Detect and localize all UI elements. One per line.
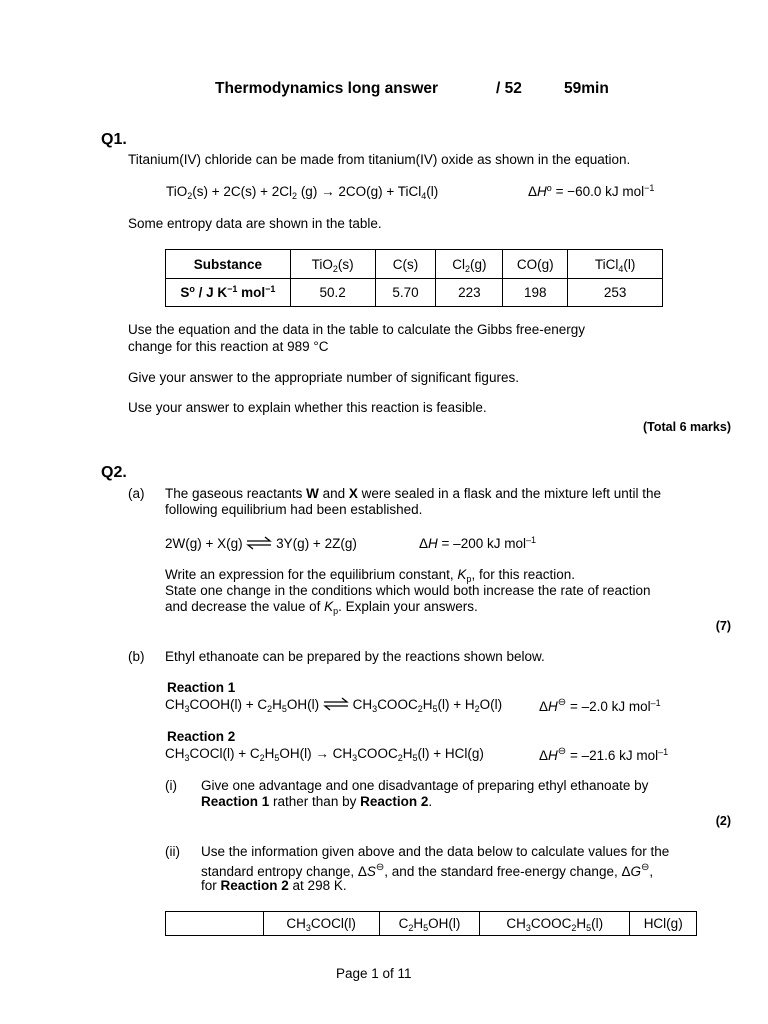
q2a-text1: Write an expression for the equilibrium constant, $K_p$, for this reaction.: [165, 567, 575, 584]
q2b-intro: Ethyl ethanoate can be prepared by the reactions shown below.: [165, 649, 545, 664]
reaction-1-equation: $CH_3COOH(l) + C_2H_5OH(l)$ $CH_3COOC_2H_5(l) + H_2O(l)$: [165, 697, 503, 714]
q2a-equation: 2W(g) + X(g) 3Y(g) + 2Z(g): [165, 536, 357, 551]
reaction-2-title: Reaction 2: [167, 729, 236, 744]
table-cell: 5.70: [375, 279, 436, 307]
q2b-i-line1: Give one advantage and one disadvantage of preparing ethyl ethanoate by: [201, 778, 649, 793]
question-1-label: Q1.: [101, 131, 127, 148]
q2a-line2: following equilibrium had been established.: [165, 502, 423, 517]
table-col-c2h5oh: $C_2H_5OH(l)$: [379, 912, 479, 936]
reaction-2-equation: $CH_3COCl(l) + C_2H_5OH(l)$ → $CH_3COOC_2H_5(l) + HCl(g)$: [165, 746, 484, 763]
table-col-tio2: TiO$_2$(s): [290, 250, 375, 279]
q2a-marks: (7): [715, 619, 731, 633]
q1-table-intro: Some entropy data are shown in the table.: [128, 216, 382, 231]
table-col-c: C(s): [375, 250, 436, 279]
reaction-1-title: Reaction 1: [167, 680, 236, 695]
q2b-ii-label: (ii): [165, 844, 180, 859]
total-marks: / 52: [496, 80, 522, 97]
table-cell: 198: [503, 279, 568, 307]
q2b-ii-line3: for Reaction 2 at 298 K.: [201, 878, 347, 893]
q2a-label: (a): [128, 486, 145, 501]
q1-intro: Titanium(IV) chloride can be made from titanium(IV) oxide as shown in the equation.: [128, 152, 631, 167]
equilibrium-arrow-icon: [246, 536, 272, 550]
q2b-label: (b): [128, 649, 145, 664]
q2a-enthalpy: ΔH = –200 kJ mol$^{-1}$: [419, 535, 536, 551]
q1-instruction-sigfigs: Give your answer to the appropriate number of significant figures.: [128, 370, 519, 385]
table-col-ch3cocl: $CH_3COCl(l)$: [263, 912, 379, 936]
q2b-i-label: (i): [165, 778, 177, 793]
page-number: Page 1 of 11: [336, 966, 412, 981]
table-cell: 50.2: [290, 279, 375, 307]
q1-instruction-feasible: Use your answer to explain whether this reaction is feasible.: [128, 400, 487, 415]
q2b-ii-line1: Use the information given above and the data below to calculate values for the: [201, 844, 670, 859]
q2b-i-marks: (2): [715, 814, 731, 828]
q1-instruction-line1: Use the equation and the data in the table to calculate the Gibbs free-energy: [128, 322, 586, 337]
q1-equation: $TiO_2(s) + 2C(s) + 2Cl_2$ (g) → 2CO(g) + TiCl$_4$(l): [166, 184, 439, 201]
table-row-label-entropy: $S^o$ / J $K^{-1}$ mol$^{-1}$: [166, 279, 291, 307]
q2a-text3: and decrease the value of $K_p$. Explain your answers.: [165, 599, 478, 616]
table-cell: 223: [436, 279, 503, 307]
data-table-reaction-2: [165, 911, 697, 936]
table-col-ticl4: TiCl$_4$(l): [568, 250, 663, 279]
equilibrium-arrow-icon: [323, 697, 349, 711]
table-col-cl2: $Cl_2(g)$: [436, 250, 503, 279]
q2b-ii-line2: standard entropy change, ΔS⊖, and the standard free-energy change, ΔG⊖,: [201, 862, 654, 879]
table-col-ch3cooc2h5: $CH_3COOC_2H_5(l)$: [480, 912, 630, 936]
table-header-empty: [166, 912, 264, 936]
page-title: Thermodynamics long answer: [215, 80, 439, 97]
q1-total-marks: (Total 6 marks): [643, 420, 731, 434]
table-col-co: CO(g): [503, 250, 568, 279]
table-col-hcl: HCl(g): [630, 912, 697, 936]
question-2-label: Q2.: [101, 464, 127, 481]
q2a-text2: State one change in the conditions which would both increase the rate of reaction: [165, 583, 651, 598]
table-cell: 253: [568, 279, 663, 307]
reaction-1-enthalpy: ΔH⊖ = –2.0 kJ mol$^{-1}$: [539, 697, 661, 714]
q2a-line1: The gaseous reactants W and X were sealed in a flask and the mixture left until the: [165, 486, 662, 501]
entropy-table: [165, 249, 663, 307]
q2b-i-line2: Reaction 1 rather than by Reaction 2.: [201, 794, 433, 809]
reaction-2-enthalpy: ΔH⊖ = –21.6 kJ mol$^{-1}$: [539, 746, 669, 763]
table-header-substance: Substance: [166, 250, 291, 279]
time-allowed: 59min: [564, 80, 609, 97]
q1-instruction-line2: change for this reaction at 989 °C: [128, 339, 329, 354]
q1-enthalpy: $\Delta H^o = -60.0$ kJ mol$^{-1}$: [528, 183, 655, 199]
